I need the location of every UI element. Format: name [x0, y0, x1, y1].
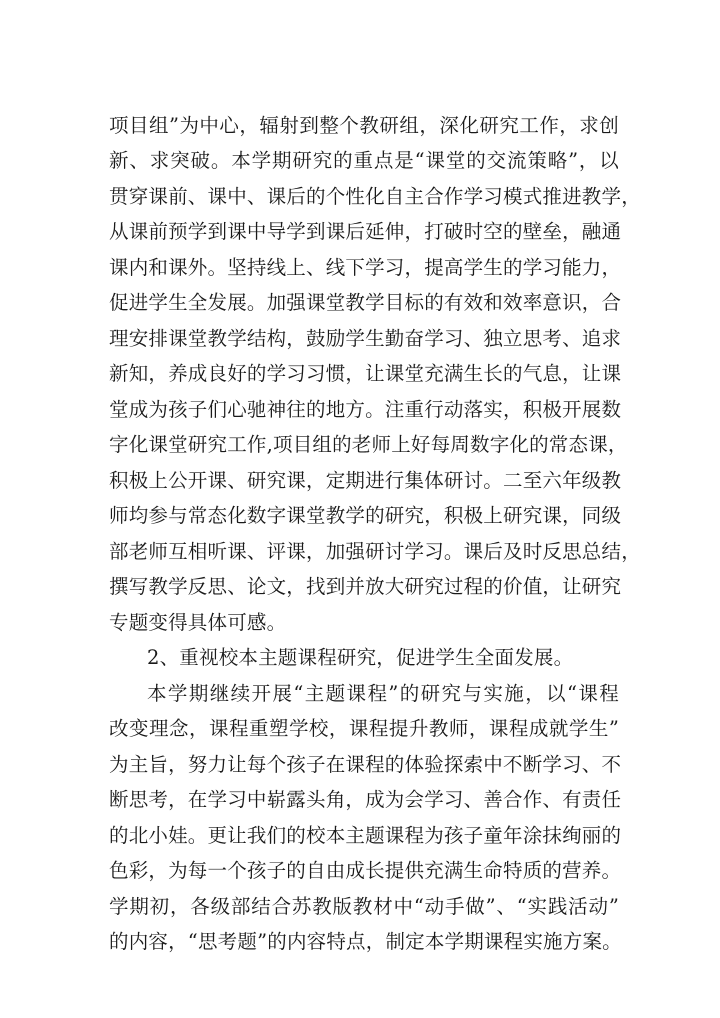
text-line: 断思考，在学习中崭露头角，成为会学习、善合作、有责任 [109, 788, 622, 811]
text-line: 专题变得具体可感。 [109, 611, 287, 634]
text-line: 的北小娃。更让我们的校本主题课程为孩子童年涂抹绚丽的 [109, 824, 622, 847]
text-line: 促进学生全发展。加强课堂教学目标的有效和效率意识，合 [109, 291, 622, 314]
text-line: 理安排课堂教学结构，鼓励学生勤奋学习、独立思考、追求 [109, 327, 622, 350]
text-line: 的内容，“思考题”的内容特点，制定本学期课程实施方案。 [109, 930, 622, 953]
text-line: 项目组”为中心，辐射到整个教研组，深化研究工作，求创 [109, 114, 619, 137]
text-line: 本学期继续开展“主题课程”的研究与实施，以“课程 [147, 682, 619, 705]
section-heading: 2、重视校本主题课程研究，促进学生全面发展。 [147, 646, 574, 669]
text-line: 新、求突破。本学期研究的重点是“课堂的交流策略”，以 [109, 149, 619, 172]
text-line: 积极上公开课、研究课，定期进行集体研讨。二至六年级教 [109, 469, 622, 492]
text-line: 课内和课外。坚持线上、线下学习，提高学生的学习能力， [109, 256, 622, 279]
text-line: 改变理念，课程重塑学校，课程提升教师，课程成就学生” [109, 717, 619, 740]
text-line: 字化课堂研究工作,项目组的老师上好每周数字化的常态课， [109, 433, 628, 456]
text-line: 堂成为孩子们心驰神往的地方。注重行动落实，积极开展数 [109, 398, 622, 421]
text-line: 师均参与常态化数字课堂教学的研究，积极上研究课，同级 [109, 504, 622, 527]
text-line: 从课前预学到课中导学到课后延伸，打破时空的壁垒，融通 [109, 220, 622, 243]
text-line: 为主旨，努力让每个孩子在课程的体验探索中不断学习、不 [109, 753, 622, 776]
text-line: 贯穿课前、课中、课后的个性化自主合作学习模式推进教学， [109, 185, 641, 208]
text-line: 部老师互相听课、评课，加强研讨学习。课后及时反思总结， [109, 540, 641, 563]
text-line: 色彩，为每一个孩子的自由成长提供充满生命特质的营养。 [109, 859, 622, 882]
text-line: 新知，养成良好的学习习惯，让课堂充满生长的气息，让课 [109, 362, 622, 385]
text-line: 撰写教学反思、论文，找到并放大研究过程的价值，让研究 [109, 575, 622, 598]
text-line: 学期初，各级部结合苏教版教材中“动手做”、“实践活动” [109, 895, 619, 918]
